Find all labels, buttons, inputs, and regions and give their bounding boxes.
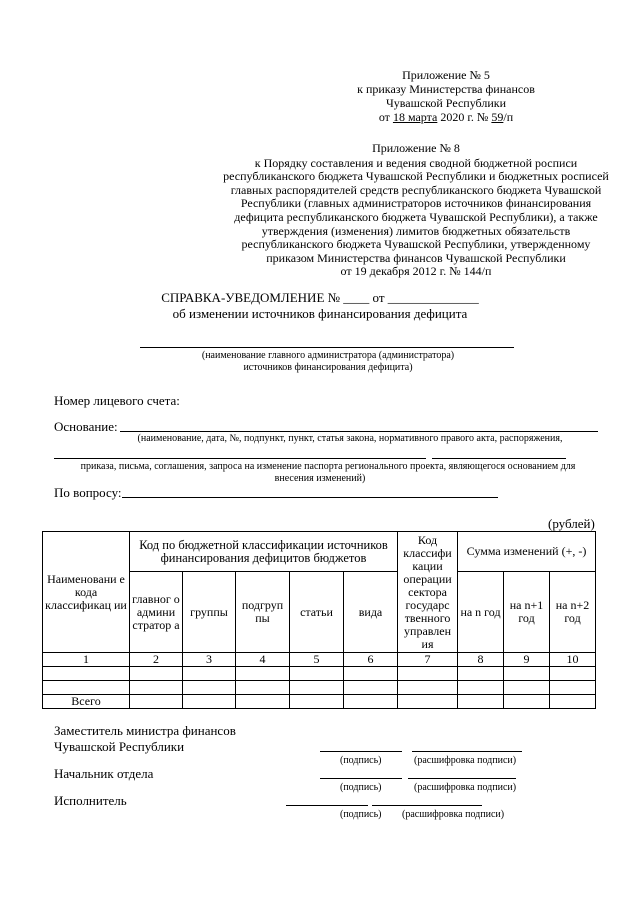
question-label: По вопросу: bbox=[54, 485, 122, 500]
table-cell[interactable] bbox=[504, 667, 550, 681]
executor-sign-caption: (подпись) bbox=[340, 809, 382, 820]
units-label: (рублей) bbox=[548, 516, 595, 531]
head-decode-caption: (расшифровка подписи) bbox=[414, 782, 517, 793]
table-cell[interactable] bbox=[236, 681, 290, 695]
total-label: Всего bbox=[43, 695, 130, 709]
classification-table bbox=[42, 531, 596, 709]
table-cell[interactable] bbox=[130, 695, 183, 709]
document-heading bbox=[40, 290, 600, 322]
table-cell[interactable] bbox=[504, 681, 550, 695]
table-cell[interactable] bbox=[183, 695, 236, 709]
admin-caption-line2: источников финансирования дефицита) bbox=[243, 362, 413, 373]
table-cell[interactable] bbox=[344, 695, 398, 709]
header-change-sum: Сумма изменений (+, -) bbox=[458, 532, 596, 572]
annex5-number-suffix: /п bbox=[503, 110, 514, 124]
header-budget-classification: Код по бюджетной классификации источников финансирования дефицитов бюджетов bbox=[130, 532, 398, 572]
table-cell[interactable] bbox=[550, 695, 596, 709]
table-row-total bbox=[43, 695, 596, 709]
column-number: 9 bbox=[504, 653, 550, 667]
annex5-date-line bbox=[346, 110, 546, 124]
table-cell[interactable] bbox=[458, 667, 504, 681]
deputy-decode-line[interactable] bbox=[412, 751, 522, 752]
table-row bbox=[43, 681, 596, 695]
header-administrator: главног о админи стратор а bbox=[130, 572, 183, 653]
table-row bbox=[43, 667, 596, 681]
annex5-date-prefix: от bbox=[378, 110, 393, 124]
header-year-n2: на n+2 год bbox=[550, 572, 596, 653]
table-cell[interactable] bbox=[236, 667, 290, 681]
table-cell[interactable] bbox=[236, 695, 290, 709]
head-sign-caption: (подпись) bbox=[340, 782, 382, 793]
column-number: 5 bbox=[290, 653, 344, 667]
head-sign-line[interactable] bbox=[320, 778, 402, 779]
annex8-line: главных распорядителей средств республиканского бюджета Чувашской bbox=[230, 182, 602, 197]
column-number: 2 bbox=[130, 653, 183, 667]
column-number: 3 bbox=[183, 653, 236, 667]
annex5-date: 18 марта bbox=[392, 110, 438, 124]
header-types: вида bbox=[344, 572, 398, 653]
table-cell[interactable] bbox=[504, 695, 550, 709]
header-year-n1: на n+1 год bbox=[504, 572, 550, 653]
annex5-date-year: 2020 г. № bbox=[437, 110, 492, 124]
table-cell[interactable] bbox=[398, 681, 458, 695]
basis-caption1: (наименование, дата, №, подпункт, пункт, статья закона, нормативного правого акта, распоряжения, bbox=[137, 433, 563, 444]
annex5-title: Приложение № 5 bbox=[402, 68, 490, 82]
header-subgroups: подгруп пы bbox=[236, 572, 290, 653]
header-groups: группы bbox=[183, 572, 236, 653]
table-cell[interactable] bbox=[183, 681, 236, 695]
annex8-line: дефицита республиканского бюджета Чувашской Республики), а также bbox=[234, 209, 598, 224]
table-cell[interactable] bbox=[344, 681, 398, 695]
deputy-line1: Заместитель министра финансов bbox=[54, 723, 236, 738]
heading-line2: об изменении источников финансирования дефицита bbox=[172, 306, 468, 321]
executor-sign-line[interactable] bbox=[286, 805, 368, 806]
table-cell[interactable] bbox=[43, 681, 130, 695]
table-cell[interactable] bbox=[43, 667, 130, 681]
executor-decode-caption: (расшифровка подписи) bbox=[402, 809, 505, 820]
heading-line1: СПРАВКА-УВЕДОМЛЕНИЕ № ____ от ______________ bbox=[161, 290, 479, 305]
table-cell[interactable] bbox=[130, 667, 183, 681]
admin-caption-line1: (наименование главного администратора (администратора) bbox=[201, 350, 455, 361]
table-cell[interactable] bbox=[290, 695, 344, 709]
annex8-line: от 19 декабря 2012 г. № 144/п bbox=[340, 264, 492, 279]
annex8-line: к Порядку составления и ведения сводной бюджетной росписи bbox=[254, 155, 578, 170]
table-cell[interactable] bbox=[290, 667, 344, 681]
signature-head-label: Начальник отдела bbox=[54, 766, 154, 781]
annex8-title: Приложение № 8 bbox=[372, 141, 460, 155]
basis-line2a[interactable] bbox=[54, 458, 426, 459]
deputy-sign-line[interactable] bbox=[320, 751, 402, 752]
account-label: Номер лицевого счета: bbox=[54, 393, 180, 408]
header-code-name: Наименовани е кода классификац ии bbox=[43, 532, 130, 653]
header-articles: статьи bbox=[290, 572, 344, 653]
admin-caption bbox=[120, 350, 536, 374]
annex8-line: республиканского бюджета Чувашской Республики и бюджетных росписей bbox=[223, 169, 609, 184]
annex5-block bbox=[346, 68, 546, 124]
table-cell[interactable] bbox=[398, 667, 458, 681]
signature-deputy bbox=[54, 723, 236, 755]
basis-label: Основание: bbox=[54, 419, 118, 434]
table-cell[interactable] bbox=[398, 695, 458, 709]
column-number: 7 bbox=[398, 653, 458, 667]
header-year-n: на n год bbox=[458, 572, 504, 653]
column-number: 1 bbox=[43, 653, 130, 667]
table-cell[interactable] bbox=[130, 681, 183, 695]
basis-caption3: внесения изменений) bbox=[274, 473, 366, 484]
annex8-line: республиканского бюджета Чувашской Республики, утвержденному bbox=[241, 237, 591, 252]
table-cell[interactable] bbox=[550, 667, 596, 681]
annex5-line2: к приказу Министерства финансов bbox=[357, 82, 535, 96]
table-cell[interactable] bbox=[458, 681, 504, 695]
basis-caption2: приказа, письма, соглашения, запроса на изменение паспорта регионального проекта, являющегося основанием для bbox=[80, 461, 576, 472]
annex8-line: Республики (главных администраторов источников финансирования bbox=[240, 196, 592, 211]
table-cell[interactable] bbox=[458, 695, 504, 709]
table-cell[interactable] bbox=[550, 681, 596, 695]
deputy-decode-caption: (расшифровка подписи) bbox=[414, 755, 517, 766]
annex8-line: приказом Министерства финансов Чувашской Республики bbox=[266, 250, 566, 265]
table-cell[interactable] bbox=[183, 667, 236, 681]
admin-name-line[interactable] bbox=[140, 347, 514, 348]
question-line[interactable] bbox=[122, 497, 498, 498]
column-number: 4 bbox=[236, 653, 290, 667]
column-number: 8 bbox=[458, 653, 504, 667]
head-decode-line[interactable] bbox=[408, 778, 516, 779]
executor-decode-line[interactable] bbox=[372, 805, 482, 806]
column-number: 6 bbox=[344, 653, 398, 667]
basis-line2b[interactable] bbox=[432, 458, 566, 459]
basis-line1[interactable] bbox=[120, 431, 598, 432]
annex8-line: утверждения (изменения) лимитов бюджетных обязательств bbox=[261, 223, 571, 238]
column-number: 10 bbox=[550, 653, 596, 667]
annex5-line3: Чувашской Республики bbox=[385, 96, 507, 110]
signature-executor-label: Исполнитель bbox=[54, 793, 127, 808]
table-cell[interactable] bbox=[290, 681, 344, 695]
table-cell[interactable] bbox=[344, 667, 398, 681]
header-operation-code: Код классифи кации операции сектора государс твенного управлен ия bbox=[398, 532, 458, 653]
annex8-block bbox=[216, 142, 616, 279]
deputy-line2: Чувашской Республики bbox=[54, 739, 185, 754]
annex5-number: 59 bbox=[491, 110, 504, 124]
deputy-sign-caption: (подпись) bbox=[340, 755, 382, 766]
